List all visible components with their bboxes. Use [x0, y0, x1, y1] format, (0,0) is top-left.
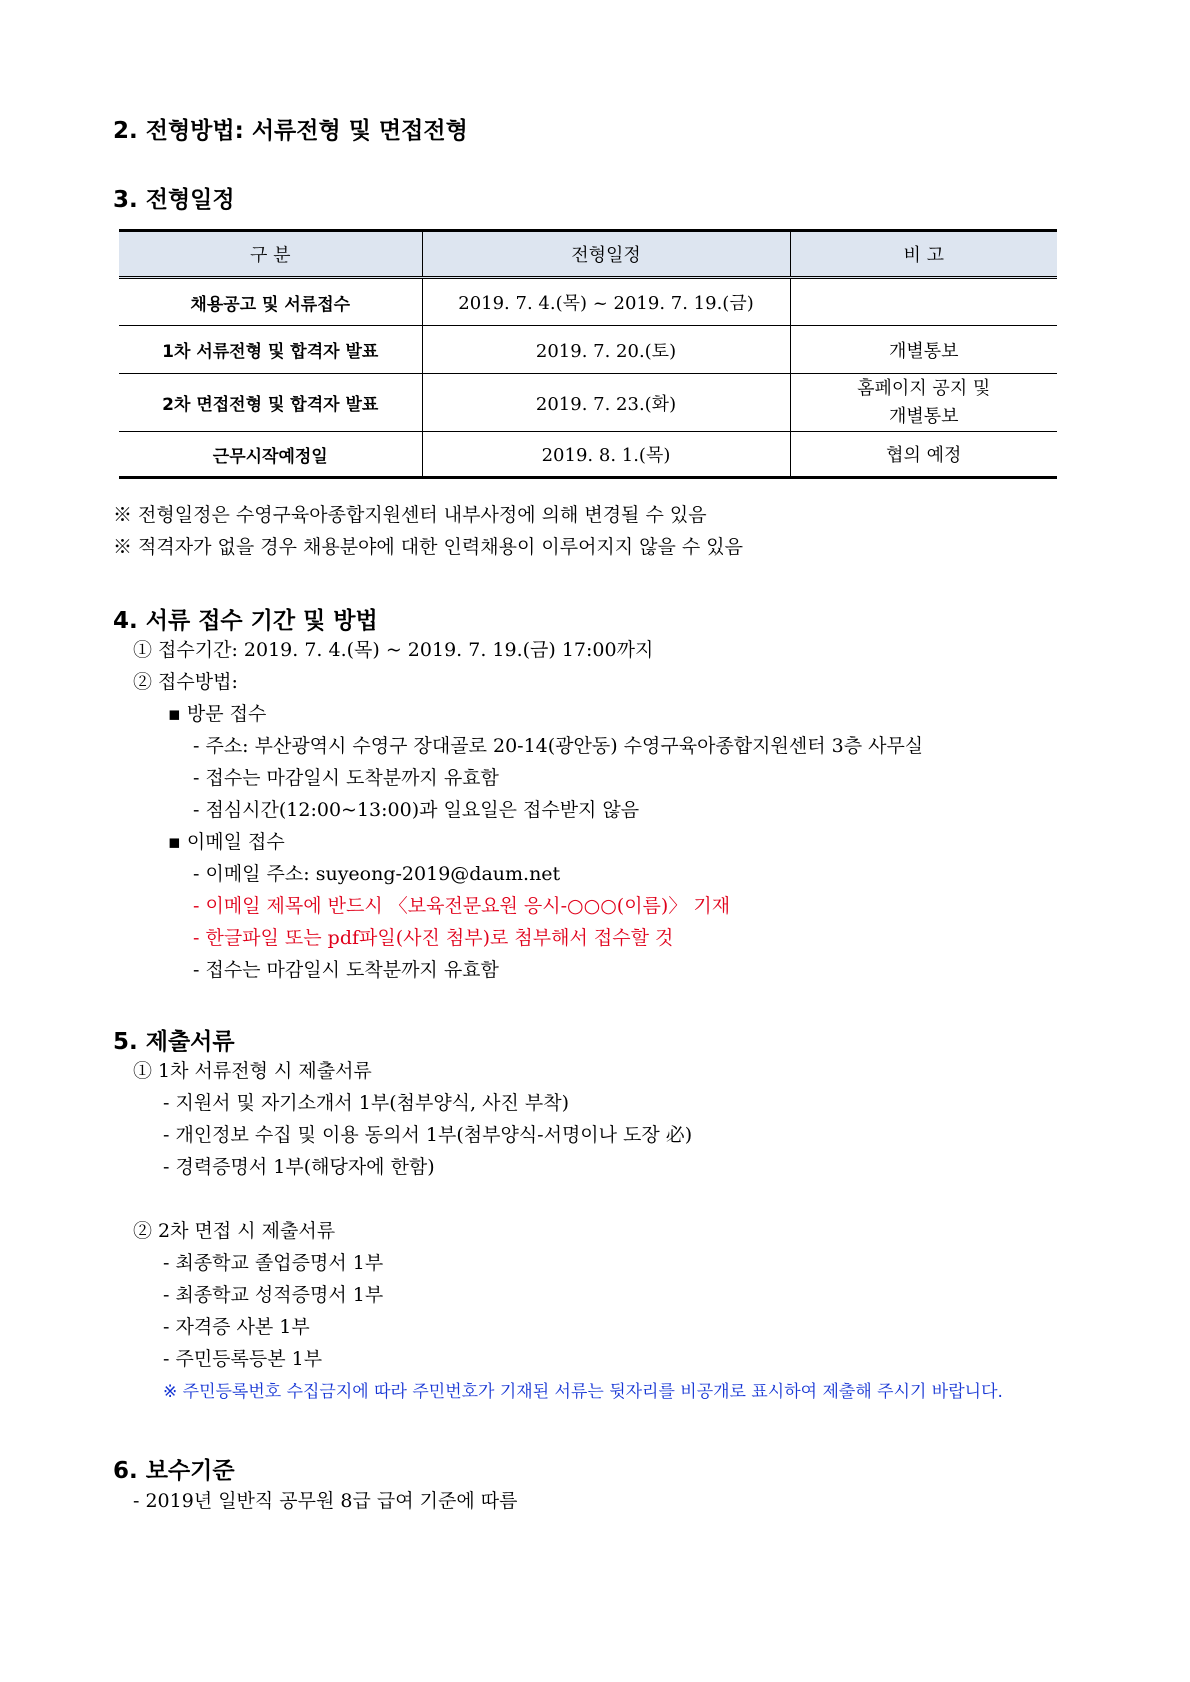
header-remarks: 비 고	[790, 231, 1057, 278]
row-category: 2차 면접전형 및 합격자 발표	[119, 374, 422, 432]
application-period: ① 접수기간: 2019. 7. 4.(목) ~ 2019. 7. 19.(금) 17:00까지	[133, 639, 654, 661]
section-3-title: 3. 전형일정	[113, 187, 235, 213]
remarks-line: 개별통보	[888, 405, 959, 427]
row-schedule: 2019. 7. 20.(토)	[422, 326, 790, 374]
section-2-title: 2. 전형방법: 서류전형 및 면접전형	[113, 118, 468, 144]
table-row	[119, 326, 1057, 374]
salary-standard: - 2019년 일반직 공무원 8급 급여 기준에 따름	[133, 1490, 518, 1512]
email-subject-rule: - 이메일 제목에 반드시 〈보육전문요원 응시-○○○(이름)〉 기재	[193, 895, 731, 917]
schedule-table-header-row	[119, 231, 1057, 278]
row-remarks: 협의 예정	[790, 432, 1057, 478]
list-item: - 경력증명서 1부(해당자에 한함)	[163, 1156, 435, 1178]
list-item: - 최종학교 성적증명서 1부	[163, 1284, 384, 1306]
schedule-table	[119, 229, 1057, 479]
second-round-docs-label: ② 2차 면접 시 제출서류	[133, 1220, 336, 1242]
list-item: - 자격증 사본 1부	[163, 1316, 310, 1338]
row-category: 1차 서류전형 및 합격자 발표	[119, 326, 422, 374]
visit-application-label: ▪ 방문 접수	[168, 703, 267, 725]
list-item: - 주소: 부산광역시 수영구 장대골로 20-14(광안동) 수영구육아종합지원센터 3층 사무실	[193, 735, 924, 757]
row-schedule: 2019. 8. 1.(목)	[422, 432, 790, 478]
row-remarks	[790, 278, 1057, 326]
schedule-note: ※ 전형일정은 수영구육아종합지원센터 내부사정에 의해 변경될 수 있음	[113, 504, 707, 526]
application-method-label: ② 접수방법:	[133, 671, 238, 693]
first-round-docs-label: ① 1차 서류전형 시 제출서류	[133, 1060, 372, 1082]
table-row	[119, 278, 1057, 326]
section-5-title: 5. 제출서류	[113, 1029, 235, 1055]
email-file-rule: - 한글파일 또는 pdf파일(사진 첨부)로 첨부해서 접수할 것	[193, 927, 674, 949]
header-schedule: 전형일정	[422, 231, 790, 278]
row-schedule: 2019. 7. 23.(화)	[422, 374, 790, 432]
schedule-note: ※ 적격자가 없을 경우 채용분야에 대한 인력채용이 이루어지지 않을 수 있음	[113, 536, 744, 558]
table-row	[119, 432, 1057, 478]
row-remarks: 개별통보	[790, 326, 1057, 374]
list-item: - 점심시간(12:00~13:00)과 일요일은 접수받지 않음	[193, 799, 640, 821]
resident-number-notice: ※ 주민등록번호 수집금지에 따라 주민번호가 기재된 서류는 뒷자리를 비공개로 표시하여 제출해 주시기 바랍니다.	[163, 1382, 1003, 1402]
remarks-line: 홈페이지 공지 및	[857, 377, 991, 399]
row-category: 채용공고 및 서류접수	[119, 278, 422, 326]
list-item: - 최종학교 졸업증명서 1부	[163, 1252, 384, 1274]
email-application-label: ▪ 이메일 접수	[168, 831, 285, 853]
list-item: - 지원서 및 자기소개서 1부(첨부양식, 사진 부착)	[163, 1092, 569, 1114]
email-address: - 이메일 주소: suyeong-2019@daum.net	[193, 863, 561, 885]
section-4-title: 4. 서류 접수 기간 및 방법	[113, 608, 378, 634]
row-category: 근무시작예정일	[119, 432, 422, 478]
row-schedule: 2019. 7. 4.(목) ~ 2019. 7. 19.(금)	[422, 278, 790, 326]
header-category: 구 분	[119, 231, 422, 278]
list-item: - 주민등록등본 1부	[163, 1348, 323, 1370]
list-item: - 개인정보 수집 및 이용 동의서 1부(첨부양식-서명이나 도장 必)	[163, 1124, 693, 1146]
table-row	[119, 374, 1057, 432]
list-item: - 접수는 마감일시 도착분까지 유효함	[193, 767, 499, 789]
row-remarks	[790, 374, 1057, 432]
section-6-title: 6. 보수기준	[113, 1458, 235, 1484]
list-item: - 접수는 마감일시 도착분까지 유효함	[193, 959, 499, 981]
